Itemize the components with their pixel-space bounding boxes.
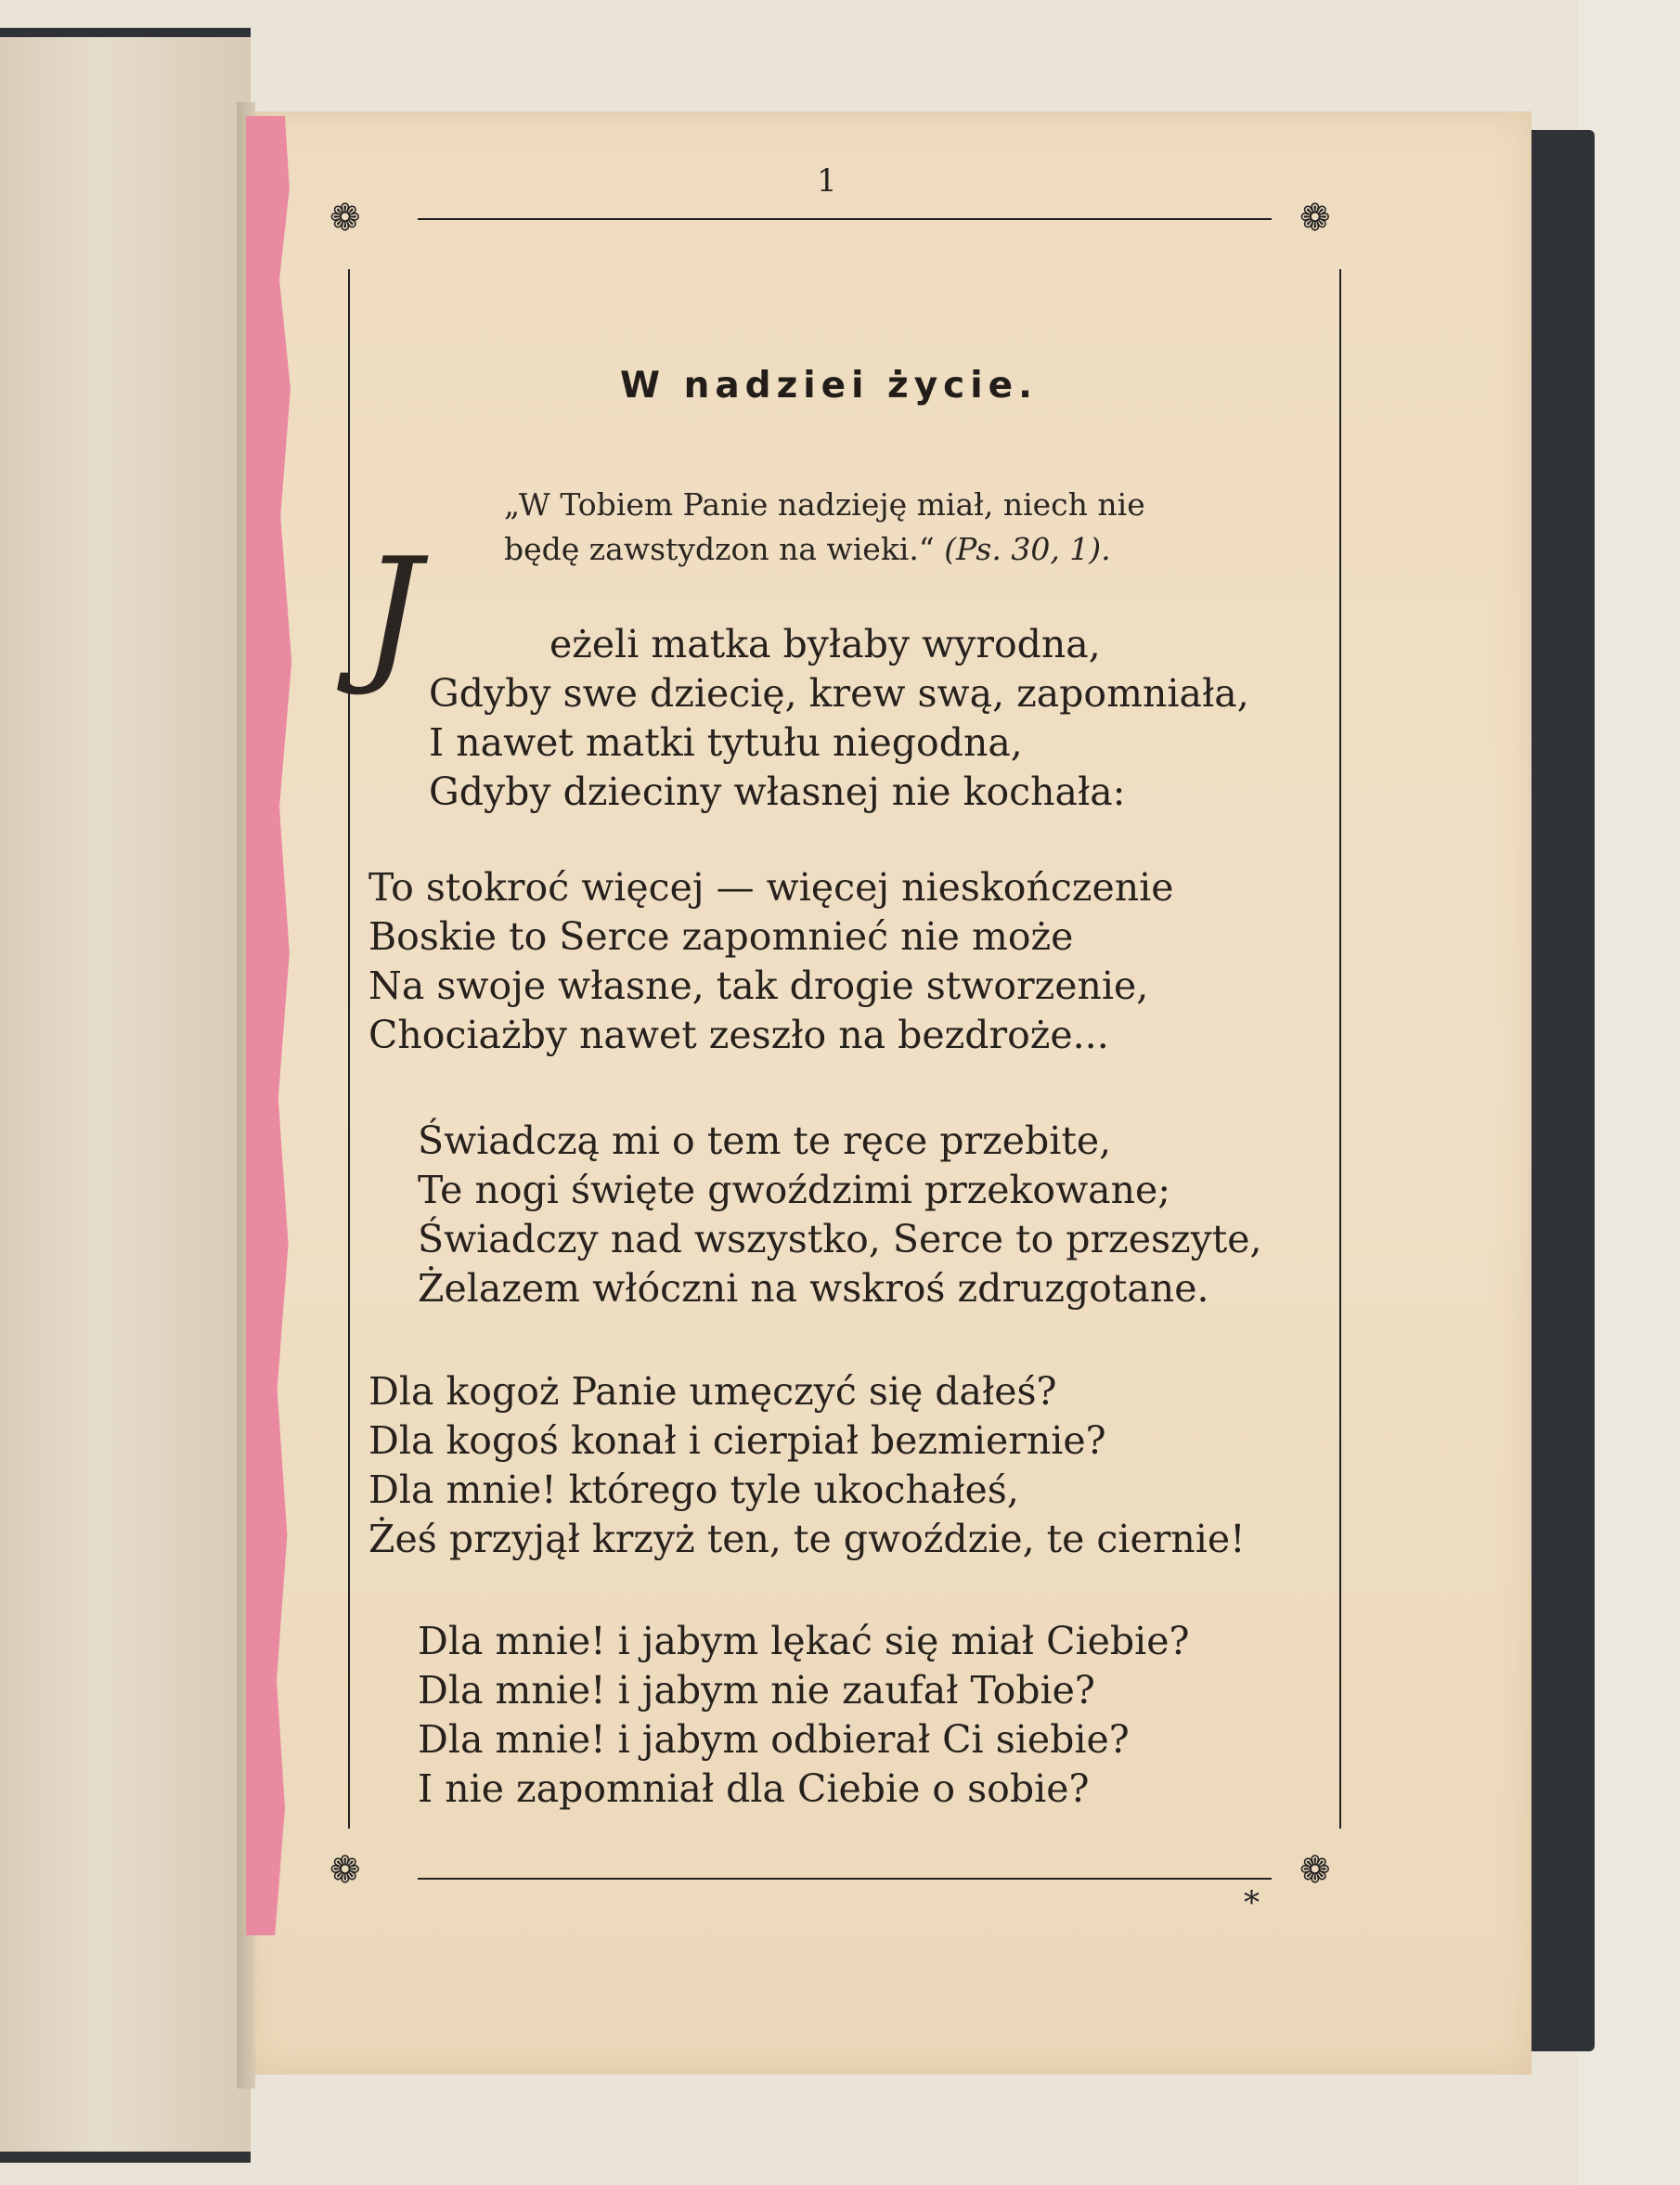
page-title: W nadziei życie. (620, 365, 1038, 407)
corner-ornament-icon: ❁ (1299, 1849, 1331, 1892)
verse-line: Na swoje własne, tak drogie stworzenie, (368, 963, 1149, 1008)
epigraph-line: „W Tobiem Panie nadzieję miał, niech nie (504, 486, 1145, 523)
epigraph (504, 483, 1145, 572)
epigraph-line (504, 527, 1145, 572)
verse-line: Dla mnie! i jabym nie zaufał Tobie? (418, 1668, 1095, 1713)
verse-line: Świadczy nad wszystko, Serce to przeszyte, (418, 1217, 1262, 1261)
verse-line: Te nogi święte gwoździmi przekowane; (418, 1168, 1171, 1212)
verse-line: Żeś przyjął krzyż ten, te gwoździe, te ciernie! (368, 1517, 1246, 1561)
verse-line: I nie zapomniał dla Ciebie o sobie? (418, 1766, 1090, 1811)
verse-line: Chociażby nawet zeszło na bezdroże... (368, 1013, 1109, 1057)
verse-line: Dla mnie! i jabym lękać się miał Ciebie? (418, 1619, 1190, 1663)
signature-mark: * (1244, 1884, 1260, 1921)
verse-line: Boskie to Serce zapomnieć nie może (368, 914, 1074, 959)
stanza (418, 1117, 1262, 1313)
corner-ornament-icon: ❁ (1299, 197, 1331, 239)
stanza (368, 1367, 1246, 1564)
verse-line: Dla kogoż Panie umęczyć się dałeś? (368, 1369, 1057, 1414)
verse-line: Gdyby swe dziecię, krew swą, zapomniała, (429, 671, 1249, 716)
stanza (418, 1617, 1189, 1814)
stanza (429, 620, 1249, 817)
verse-line: Dla mnie! i jabym odbierał Ci siebie? (418, 1717, 1130, 1762)
verse-line: Dla kogoś konał i cierpiał bezmiernie? (368, 1418, 1106, 1463)
verse-line: Gdyby dzieciny własnej nie kochała: (429, 769, 1126, 814)
verse-line: Dla mnie! którego tyle ukochałeś, (368, 1467, 1019, 1512)
page-number: 1 (817, 162, 837, 200)
epigraph-text: będę zawstydzon na wieki.“ (504, 531, 945, 567)
verse-line: Świadczą mi o tem te ręce przebite, (418, 1118, 1112, 1163)
verse-line: To stokroć więcej — więcej nieskończenie (368, 865, 1174, 910)
stanza (368, 863, 1174, 1060)
corner-ornament-icon: ❁ (330, 1849, 361, 1892)
verse-line: I nawet matki tytułu niegodna, (429, 720, 1023, 765)
drop-cap: J (362, 525, 422, 699)
verse-line: Żelazem włóczni na wskroś zdruzgotane. (418, 1266, 1209, 1311)
psalm-reference: (Ps. 30, 1). (944, 531, 1111, 567)
left-page-cover (0, 28, 251, 2163)
corner-ornament-icon: ❁ (330, 197, 361, 239)
verse-line: eżeli matka byłaby wyrodna, (549, 622, 1101, 666)
